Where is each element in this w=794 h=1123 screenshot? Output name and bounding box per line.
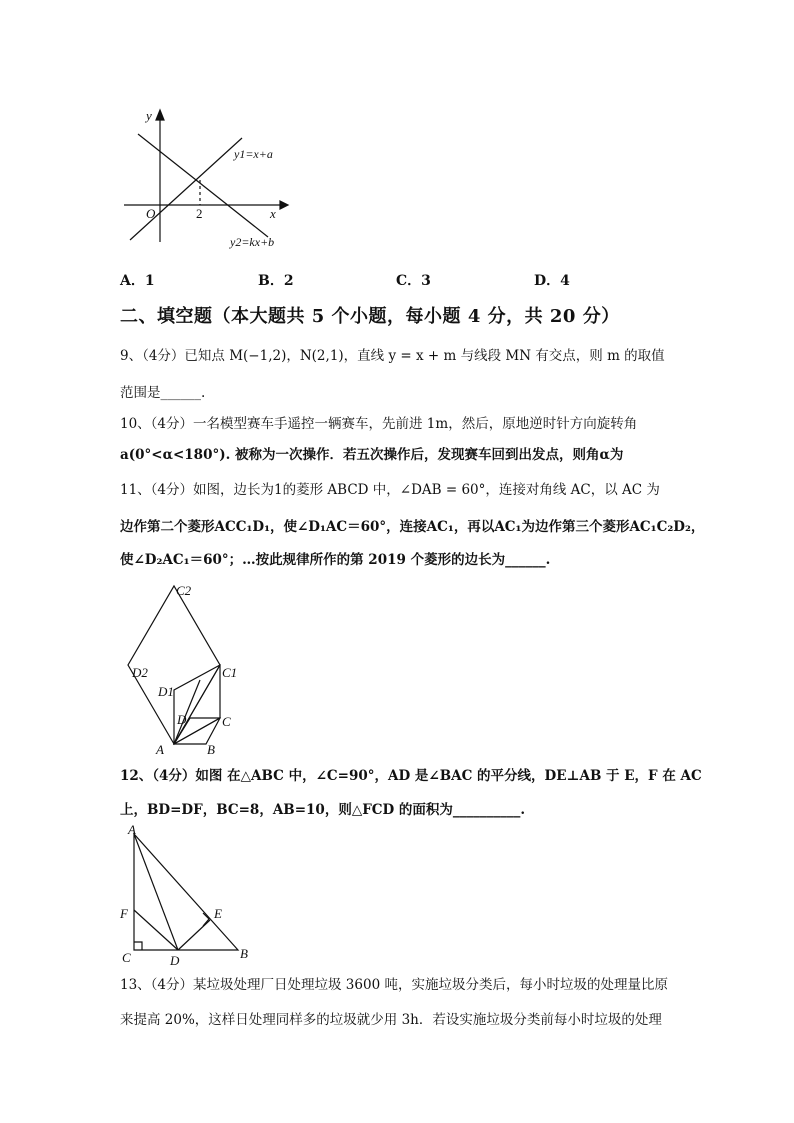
label-c: C [122,950,131,965]
q12-line2: 上，BD=DF，BC=8，AB=10，则△FCD 的面积为__________. [120,802,526,818]
segment-de [178,920,210,950]
segment-fd [134,910,178,950]
q9-line2: 范围是______. [120,385,206,401]
label-y2: y2=kx+b [230,235,275,249]
q12-line1: 12、（4分）如图 在△ABC 中，∠C=90°，AD 是∠BAC 的平分线，DE⊥AB 于 E，F 在 AC [120,768,702,784]
label-d: D [177,712,187,727]
q10-line2: a(0°<α<180°). 被称为一次操作．若五次操作后，发现赛车回到出发点，则角α为 [120,447,624,463]
q11-line1: 11、（4分）如图，边长为1的菱形 ABCD 中，∠DAB = 60°，连接对角线 AC，以 AC 为 [120,482,660,498]
choice-c[interactable]: C．3 [396,273,431,289]
label-y: y [146,108,152,123]
q13-line1: 13、（4分）某垃圾处理厂日处理垃圾 3600 吨，实施垃圾分类后，每小时垃圾的处理量比原 [120,977,668,993]
label-origin: O [146,206,156,221]
linear-functions-graph [0,0,794,260]
q9-line1: 9、（4分）已知点 M(−1,2)，N(2,1)，直线 y = x + m 与线段 MN 有交点，则 m 的取值 [120,348,665,364]
q10-line1: 10、（4分）一名模型赛车手遥控一辆赛车，先前进 1m，然后，原地逆时针方向旋转角 [120,416,638,432]
rhombus-figure [0,580,794,780]
label-a: A [156,742,164,757]
label-c1: C1 [222,665,238,680]
q11-line2: 边作第二个菱形ACC₁D₁，使∠D₁AC＝60°，连接AC₁，再以AC₁为边作第三个菱形AC₁C₂D₂， [120,519,705,535]
label-two: 2 [196,206,203,221]
right-angle-c [134,942,142,950]
choice-a[interactable]: A．1 [120,273,155,289]
label-a: A [128,822,136,837]
label-d: D [170,953,180,968]
segment-ad [134,834,178,950]
label-e: E [214,906,222,921]
triangle-figure [0,820,794,970]
label-c2: C2 [176,583,192,598]
label-x: x [270,206,276,221]
q11-line3: 使∠D₂AC₁＝60°；…按此规律所作的第 2019 个菱形的边长为______. [120,552,551,568]
label-b: B [207,742,215,757]
choice-b[interactable]: B．2 [258,273,294,289]
label-d1: D1 [158,684,174,699]
x-axis-arrow [280,201,288,209]
label-d2: D2 [132,665,148,680]
label-f: F [120,906,128,921]
label-c: C [222,714,231,729]
label-y1: y1=x+a [234,147,273,161]
choice-d[interactable]: D．4 [534,273,570,289]
q13-line2: 来提高 20%，这样日处理同样多的垃圾就少用 3h．若设实施垃圾分类前每小时垃圾的处理 [120,1012,662,1028]
line-y1 [130,138,242,240]
section-title: 二、填空题（本大题共 5 个小题，每小题 4 分，共 20 分） [120,306,620,327]
label-b: B [240,946,248,961]
y-axis-arrow [156,110,164,120]
triangle-abc [134,834,238,950]
